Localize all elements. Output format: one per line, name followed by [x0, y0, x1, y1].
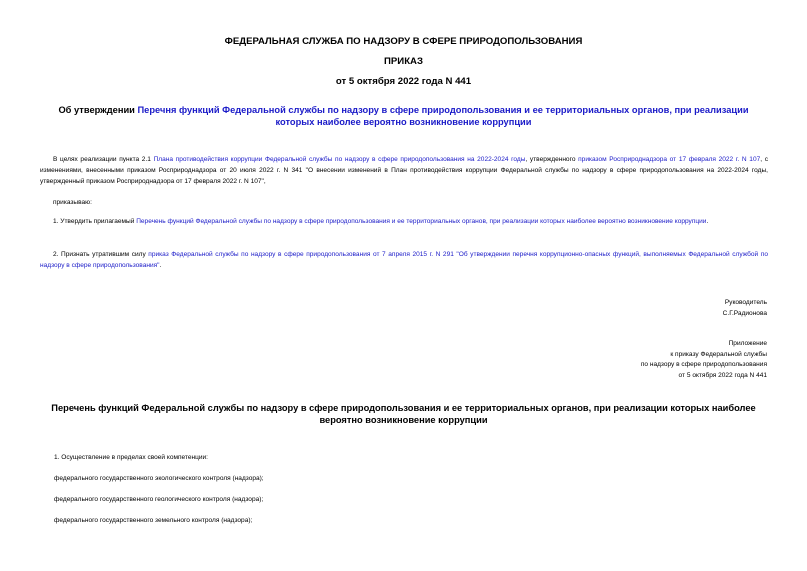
- preamble-text-1: В целях реализации пункта 2.1: [53, 156, 154, 163]
- appendix-line-3: по надзору в сфере природопользования: [640, 361, 767, 368]
- preamble-text-2: , утвержденного: [525, 156, 579, 163]
- signature-name: С.Г.Радионова: [722, 309, 767, 317]
- item-2-text-2: .: [159, 262, 162, 269]
- doc-type-heading: ПРИКАЗ: [384, 56, 423, 67]
- list-sub-item-1: федерального государственного экологического контроля (надзора);: [54, 475, 264, 482]
- order-title: [48, 104, 759, 128]
- list-item-1: 1. Осуществление в пределах своей компетенции:: [54, 454, 208, 461]
- appendix-line-1: Приложение: [728, 340, 767, 347]
- signature-position: Руководитель: [724, 299, 767, 306]
- preamble-order-link[interactable]: приказом Росприроднадзора от 17 февраля 2022 г. N 107: [578, 156, 761, 163]
- appendix-line-2: к приказу Федеральной службы: [670, 350, 767, 358]
- appendix-line-4: от 5 октября 2022 года N 441: [678, 371, 767, 379]
- order-title-link[interactable]: Перечня функций Федеральной службы по надзору в сфере природопользования и ее территориальных органов, при реализации которых наиболее вероятно возникновение коррупции: [137, 105, 749, 127]
- preamble-paragraph: [40, 154, 768, 187]
- appendix-block: [641, 339, 767, 381]
- preamble-plan-link[interactable]: Плана противодействия коррупции Федеральной службы по надзору в сфере природопользования на 2022-2024 годы: [153, 156, 526, 163]
- signature-block: [723, 298, 767, 319]
- preamble-text-3: , с изменениями, внесенными приказом Росприроднадзора от 20 июля 2022 г. N 341 "О внесении изменений в План противодействия коррупции Федеральной службы по надзору в сфере природопользования на 2022-2024 годы, утвержденный приказом Росприроднадзора от 17 февраля 2022 г. N 107",: [40, 156, 768, 185]
- item-2-paragraph: [40, 249, 768, 271]
- agency-heading: ФЕДЕРАЛЬНАЯ СЛУЖБА ПО НАДЗОРУ В СФЕРЕ ПРИРОДОПОЛЬЗОВАНИЯ: [224, 36, 583, 47]
- item-2-link[interactable]: приказ Федеральной службы по надзору в сфере природопользования от 7 апреля 2015 г. N 291 "Об утверждении перечня коррупционно-опасных функций, выполняемых Федеральной службой по надзору в сфере природопользования": [40, 251, 768, 269]
- item-1-text-1: 1. Утвердить прилагаемый: [53, 218, 137, 225]
- item-1-link[interactable]: Перечень функций Федеральной службы по надзору в сфере природопользования и ее территориальных органов, при реализации которых наиболее вероятно возникновение коррупции: [136, 218, 707, 225]
- list-title: Перечень функций Федеральной службы по надзору в сфере природопользования и ее территориальных органов, при реализации которых наиболее вероятно возникновение коррупции: [51, 403, 756, 425]
- date-number-heading: от 5 октября 2022 года N 441: [335, 76, 472, 87]
- item-1-text-2: .: [706, 218, 709, 225]
- list-sub-item-3: федерального государственного земельного контроля (надзора);: [54, 517, 253, 524]
- item-2-text-1: 2. Признать утратившим силу: [53, 251, 149, 258]
- order-title-prefix: Об утверждении: [58, 105, 138, 115]
- item-1-paragraph: [40, 216, 768, 227]
- list-sub-item-2: федерального государственного геологического контроля (надзора);: [54, 496, 264, 503]
- order-word: приказываю:: [53, 199, 92, 206]
